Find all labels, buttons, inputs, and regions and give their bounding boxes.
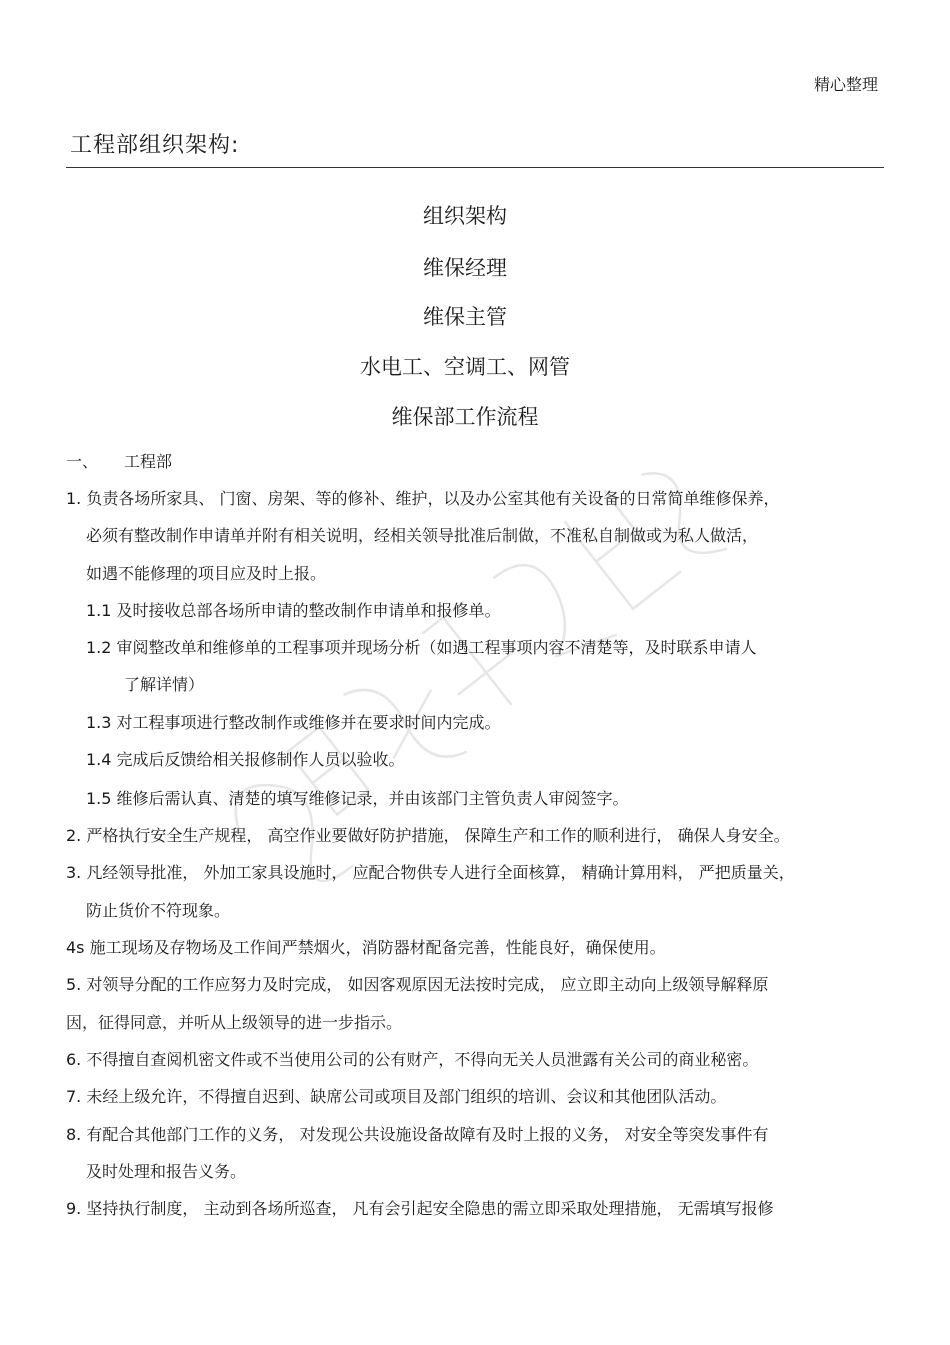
list-item-continuation: 必须有整改制作申请单并附有相关说明，经相关领导批准后制做，不准私自制做或为私人做活， <box>86 526 759 545</box>
org-heading: 组织架构 <box>423 204 507 228</box>
section-name: 工程部 <box>124 452 173 471</box>
list-item-continuation: 防止货价不符现象。 <box>86 901 231 920</box>
org-level-workers: 水电工、空调工、网管 <box>360 355 570 379</box>
workflow-title: 维保部工作流程 <box>391 405 539 429</box>
sub-item-continuation: 了解详情） <box>124 675 205 694</box>
sub-item: 1.5 维修后需认真、清楚的填写维修记录，并由该部门主管负责人审阅签字。 <box>86 789 629 808</box>
list-item-continuation: 及时处理和报告义务。 <box>86 1162 247 1181</box>
org-level-manager: 维保经理 <box>423 256 507 280</box>
list-item: 7. 未经上级允许，不得擅自迟到、缺席公司或项目及部门组织的培训、会议和其他团队活动。 <box>66 1087 727 1106</box>
sub-item: 1.4 完成后反馈给相关报修制作人员以验收。 <box>86 750 405 769</box>
list-item: 4s 施工现场及存物场及工作间严禁烟火，消防器材配备完善，性能良好，确保使用。 <box>66 938 666 957</box>
list-item: 2. 严格执行安全生产规程， 高空作业要做好防护措施， 保障生产和工作的顺利进行， 确保人身安全。 <box>66 826 790 845</box>
page-header-note: 精心整理 <box>813 75 878 94</box>
section-number: 一、 <box>66 452 99 471</box>
title-divider <box>66 167 884 168</box>
list-item: 1. 负责各场所家具、 门窗、房架、等的修补、维护，以及办公室其他有关设备的日常简单维修保养， <box>66 489 780 508</box>
list-item: 3. 凡经领导批准， 外加工家具设施时， 应配合物供专人进行全面核算， 精确计算用料， 严把质量关， <box>66 863 795 882</box>
document-title: 工程部组织架构: <box>70 133 240 158</box>
org-level-supervisor: 维保主管 <box>423 305 507 329</box>
list-item-continuation: 如遇不能修理的项目应及时上报。 <box>86 564 327 583</box>
sub-item: 1.3 对工程事项进行整改制作或维修并在要求时间内完成。 <box>86 713 501 732</box>
list-item-continuation: 因，征得同意，并听从上级领导的进一步指示。 <box>66 1013 403 1032</box>
sub-item: 1.2 审阅整改单和维修单的工程事项并现场分析（如遇工程事项内容不清楚等，及时联系申请人 <box>86 638 757 657</box>
list-item: 6. 不得擅自查阅机密文件或不当使用公司的公有财产，不得向无关人员泄露有关公司的商业秘密。 <box>66 1050 759 1069</box>
list-item: 5. 对领导分配的工作应努力及时完成， 如因客观原因无法按时完成， 应立即主动向上级领导解释原 <box>66 975 769 994</box>
list-item: 8. 有配合其他部门工作的义务， 对发现公共设施设备故障有及时上报的义务， 对安全等突发事件有 <box>66 1125 769 1144</box>
list-item: 9. 坚持执行制度， 主动到各场所巡查， 凡有会引起安全隐患的需立即采取处理措施， 无需填写报修 <box>66 1199 774 1218</box>
sub-item: 1.1 及时接收总部各场所申请的整改制作申请单和报修单。 <box>86 601 501 620</box>
